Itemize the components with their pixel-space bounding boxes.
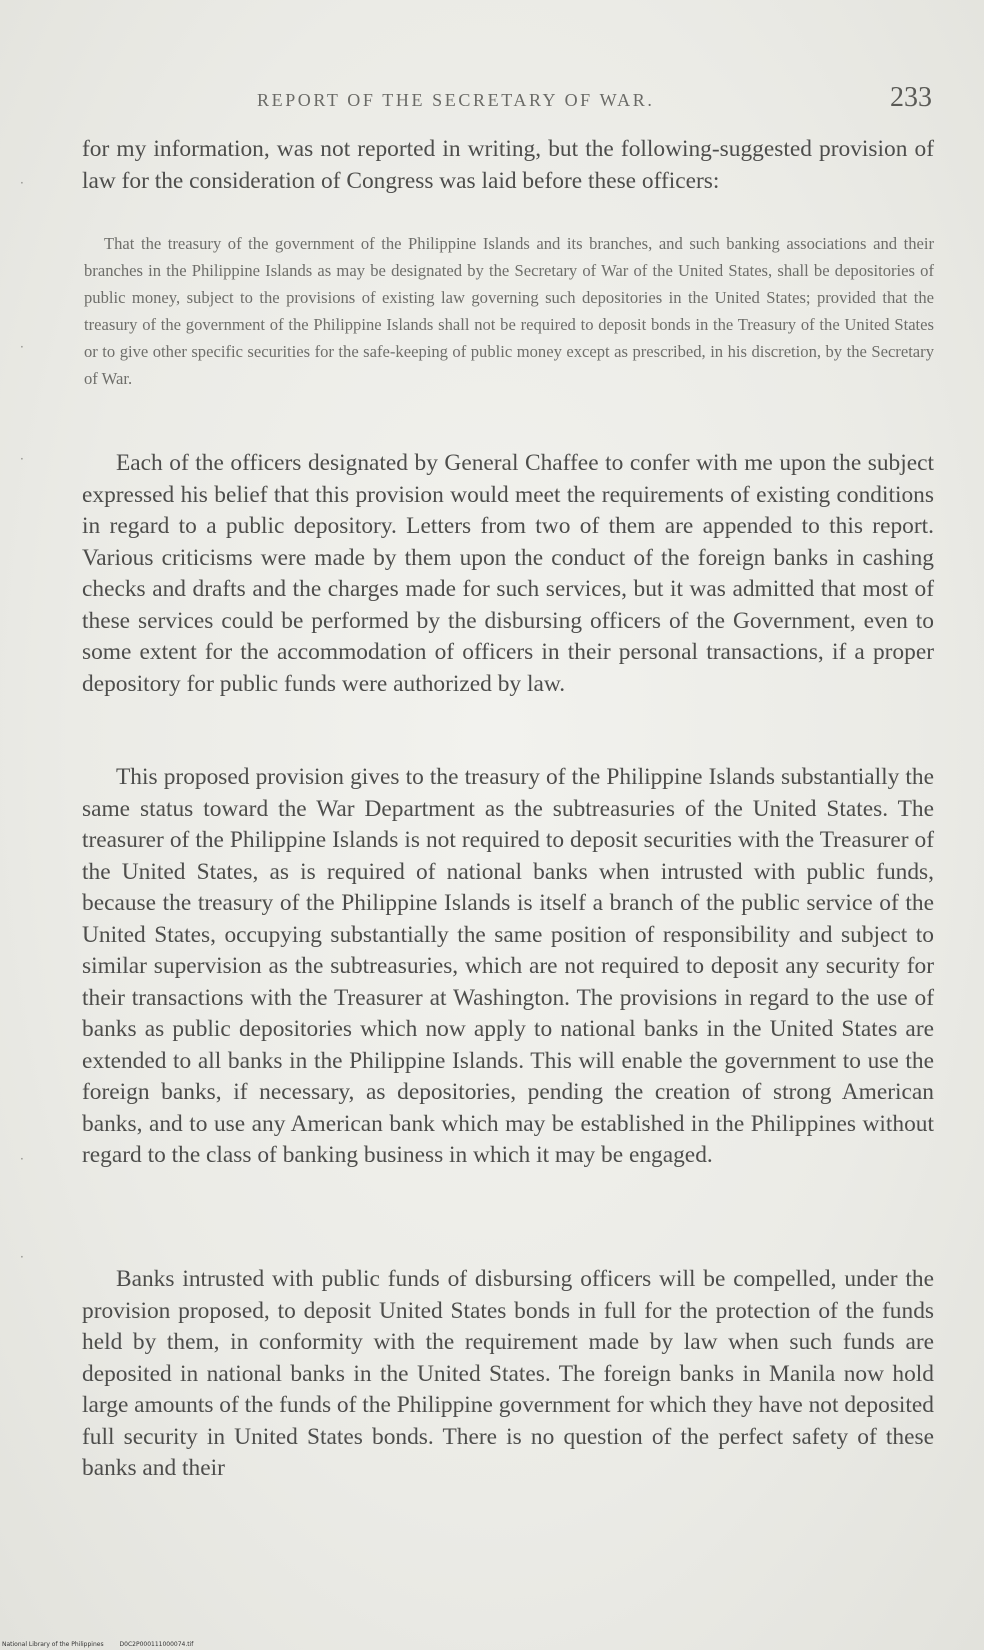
margin-speck: · [20, 176, 24, 190]
margin-speck: · [20, 1250, 24, 1264]
paragraph-officers-belief: Each of the officers designated by General Chaffee to confer with me upon the subject expressed his belief that this provision would meet the requirements of existing conditions in regard to a public depository. Letters from two of them are appended to this report. Various criticisms were made by them upon the conduct of the foreign banks in cashing checks and drafts and the charges made for such services, but it was admitted that most of these services could be performed by the disbursing officers of the Government, even to some extent for the accommodation of officers in their personal transactions, if a proper depository for public funds were authorized by law. [82, 450, 934, 697]
paragraph-banks-intrusted: Banks intrusted with public funds of disbursing officers will be compelled, under the provision proposed, to deposit United States bonds in full for the protection of the funds held by them, in conformity with the requirement made by law when such funds are deposited in national banks in the United States. The foreign banks in Manila now hold large amounts of the funds of the Philippine government for which they have not deposited full security in United States bonds. There is no question of the perfect safety of these banks and their [82, 1266, 934, 1481]
paragraph-proposed-provision: This proposed provision gives to the treasury of the Philippine Islands substantially the same status toward the War Department as the subtreasuries of the United States. The treasurer of the Philippine Islands is not required to deposit securities with the Treasurer of the United States, as is required of national banks when intrusted with public funds, because the treasury of the Philippine Islands is itself a branch of the public service of the United States, occupying substantially the same position of responsibility and subject to similar supervision as the subtreasuries, which are not required to deposit any security for their transactions with the Treasurer at Washington. The provisions in regard to the use of banks as public depositories which now apply to national banks in the United States are extended to all banks in the Philippine Islands. This will enable the government to use the foreign banks, if necessary, as depositories, pending the creation of strong American banks, and to use any American bank which may be established in the Philippines without regard to the class of banking business in which it may be engaged. [82, 764, 934, 1168]
margin-speck: · [20, 1152, 24, 1166]
block-quote-provision: That the treasury of the government of the Philippine Islands and its branches, and such banking associations and their branches in the Philippine Islands as may be designated by the Secretary of War of the United States, shall be depositories of public money, subject to the provisions of existing law governing such depositories in the United States; provided that the treasury of the government of the Philippine Islands shall not be required to deposit bonds in the Treasury of the United States or to give other specific securities for the safe-keeping of public money except as prescribed, in his discretion, by the Secretary of War. [84, 234, 934, 388]
page-header [82, 82, 932, 118]
image-code: D0C2P000111000074.tif [119, 1641, 194, 1648]
scan-credit [2, 1641, 207, 1648]
paragraph-continuation: for my information, was not reported in writing, but the following-suggested provision of law for the consideration of Congress was laid before these officers: [82, 136, 934, 194]
margin-speck: · [20, 340, 24, 354]
margin-speck: · [20, 452, 24, 466]
running-head: REPORT OF THE SECRETARY OF WAR. [257, 90, 655, 110]
library-credit: National Library of the Philippines [2, 1641, 104, 1648]
page-number: 233 [890, 82, 932, 113]
